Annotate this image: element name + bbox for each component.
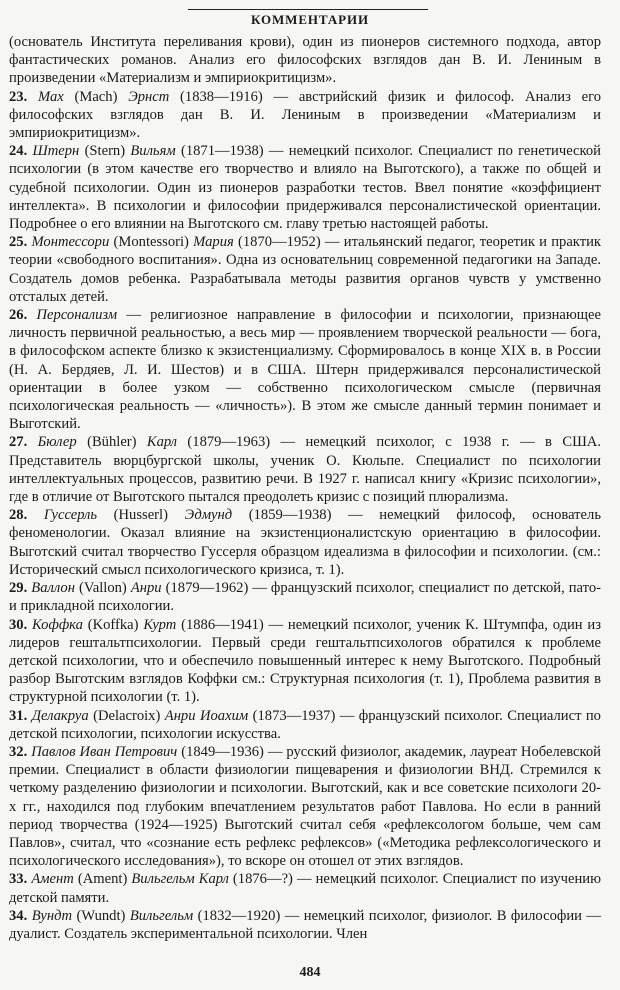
comment-entry	[9, 88, 601, 143]
entry-given-name: Эдмунд	[184, 507, 233, 524]
entry-number: 28.	[9, 507, 28, 524]
entry-text: (1870—1952) — итальянский педагог, теоретик и практик теории «свободного воспитания». Одна из основательниц современной педагогики на Западе. Создатель домов ребенка. Разрабатывала методы развития органов чувств у умственно отсталых детей.	[9, 234, 601, 305]
entry-given-name: Вильгельм Карл	[131, 871, 229, 888]
entry-name: Бюлер	[37, 434, 77, 451]
entry-name: Делакруа	[31, 707, 89, 724]
entry-number: 27.	[9, 434, 28, 451]
entry-text: (1859—1938) — немецкий философ, основатель феноменологии. Оказал влияние на экзистенционалистскую ориентацию в философии. Выготский считал творчество Гуссерля образцом идеализма в философии и психологии. (см.: Исторический смысл психологического кризиса, т. 1).	[9, 507, 601, 578]
entry-name: Персонализм	[36, 307, 118, 324]
page-header: КОММЕНТАРИИ	[250, 12, 369, 27]
entry-text: (1832—1920) — немецкий психолог, физиолог. В философии — дуалист. Создатель экспериментальной психологии. Член	[9, 907, 601, 942]
entry-latin-name: (Koffka)	[87, 616, 139, 633]
entry-number: 29.	[9, 580, 28, 597]
entry-name: Гуссерль	[43, 507, 98, 524]
comment-entry	[9, 616, 601, 707]
comment-entry	[9, 142, 601, 233]
entry-latin-name: (Mach)	[74, 88, 118, 105]
entry-latin-name: (Montessori)	[113, 234, 189, 251]
entry-text: (1886—1941) — немецкий психолог, ученик К. Штумпфа, один из лидеров гештальтпсихологии. Первый среди гештальтпсихологов обратился к проблеме детской психологии, что и обеспечило повышенный интерес к нему Выготского. Подробный разбор Выготским взглядов Коффки см.: Структурная психология (т. 1), Проблема развития в структурной психологии (т. 1).	[9, 616, 601, 706]
entry-name: Амент	[31, 871, 74, 888]
entry-name: Павлов Иван Петрович	[31, 743, 178, 760]
entry-latin-name: (Vallon)	[78, 580, 127, 597]
comment-entry	[9, 506, 601, 579]
entry-name: Монтессори	[31, 234, 110, 251]
page-number: 484	[299, 965, 321, 980]
entry-latin-name: (Ament)	[77, 871, 128, 888]
entry-text: (1849—1936) — русский физиолог, академик, лауреат Нобелевской премии. Специалист в области физиологии пищеварения и физиологии ВНД. Стремился к четкому разделению физиологии и психологии. Выготский, как и все советские психологи 20-х гг., находился под глубоким впечатлением результатов работ Павлова. Но если в ранний период творчества (1924—1925) Выготский считал себя «рефлексологом больше, чем сам Павлов», считал, что «сознание есть рефлекс рефлексов» («Методика рефлексологического и психологического исследования»), то вскоре он отошел от этих взглядов.	[9, 743, 601, 870]
entry-given-name: Анри	[130, 580, 162, 597]
entry-given-name: Анри Иоахим	[164, 707, 249, 724]
entry-text: (1879—1963) — немецкий психолог, с 1938 г. — в США. Представитель вюрцбургской школы, ученик О. Кюльпе. Специалист по психологии интеллектуальных процессов, развитию речи. В 1927 г. написал книгу «Кризис психологии», где в отличие от Выготского пытался преодолеть кризис с позиций плюрализма.	[9, 434, 601, 506]
entry-text: (1876—?) — немецкий психолог. Специалист по изучению детской памяти.	[9, 871, 602, 906]
entry-latin-name: (Delacroix)	[93, 707, 161, 724]
entry-latin-name: (Bühler)	[87, 434, 137, 451]
comment-entry	[9, 233, 601, 306]
entry-latin-name: (Stern)	[84, 143, 126, 160]
entry-text: (1873—1937) — французский психолог. Специалист по детской психологии, психологии искусства.	[9, 707, 601, 742]
entry-text: (1871—1938) — немецкий психолог. Специалист по генетической психологии (в этом качестве его творчество и влияло на Выготского), а также по общей и судебной психологии. Один из пионеров разработки тестов. Ввел понятие «коэффициент интеллекта». В психологии и философии придерживался персоналистической ориентации. Подробнее о его влиянии на Выготского см. главу третью настоящей работы.	[9, 143, 601, 233]
entry-given-name: Вильям	[130, 143, 176, 160]
entry-text: (основатель Института переливания крови), один из пионеров системного подхода, автор фантастических романов. Анализ его философских взглядов дан В. И. Лениным в произведении «Материализм и эмпириокритицизм».	[9, 34, 601, 87]
entry-name: Штерн	[32, 143, 80, 160]
comments-list	[9, 33, 601, 943]
comment-entry	[9, 433, 601, 506]
comment-entry	[9, 870, 601, 906]
entry-name: Вундт	[31, 907, 73, 924]
entry-name: Мах	[38, 88, 64, 105]
entry-text: (1838—1916) — австрийский физик и философ. Анализ его философских взглядов дан В. И. Лениным в произведении «Материализм и эмпириокритицизм».	[9, 88, 601, 142]
entry-name: Коффка	[32, 616, 83, 633]
comment-entry	[9, 579, 601, 615]
entry-number: 33.	[9, 871, 28, 888]
entry-name: Валлон	[31, 580, 75, 597]
comment-entry	[9, 707, 601, 743]
header-rule	[188, 9, 428, 10]
entry-given-name: Вильгельм	[129, 907, 194, 924]
entry-given-name: Карл	[146, 434, 178, 451]
entry-number: 25.	[9, 234, 28, 251]
entry-number: 31.	[9, 707, 28, 724]
entry-number: 23.	[9, 88, 28, 105]
entry-number: 34.	[9, 907, 28, 924]
entry-number: 26.	[9, 307, 28, 324]
entry-given-name: Курт	[143, 616, 177, 633]
entry-number: 24.	[9, 143, 28, 160]
entry-latin-name: (Wundt)	[76, 907, 126, 924]
entry-given-name: Мария	[193, 234, 234, 251]
comment-entry	[9, 907, 601, 943]
entry-given-name: Эрнст	[128, 88, 170, 105]
comment-entry	[9, 306, 601, 433]
entry-text: — религиозное направление в философии и психологии, признающее личность первичной реальностью, а весь мир — проявлением творческой реальности — бога, в философском аспекте близко к экзистенциализму. Сформировалось в конце XIX в. в России (Н. А. Бердяев, Л. И. Шестов) и в США. Штерн придерживался персоналистической ориентации в более узком — собственно психологическом смысле (первичная психологическая реальность — «личность»). В этом же смысле данный термин понимает и Выготский.	[9, 307, 601, 433]
comment-entry	[9, 33, 601, 88]
entry-text: (1879—1962) — французский психолог, специалист по детской, пато- и прикладной психологии.	[9, 580, 601, 615]
entry-latin-name: (Husserl)	[113, 507, 168, 524]
comment-entry	[9, 743, 601, 870]
entry-number: 30.	[9, 616, 28, 633]
entry-number: 32.	[9, 743, 28, 760]
